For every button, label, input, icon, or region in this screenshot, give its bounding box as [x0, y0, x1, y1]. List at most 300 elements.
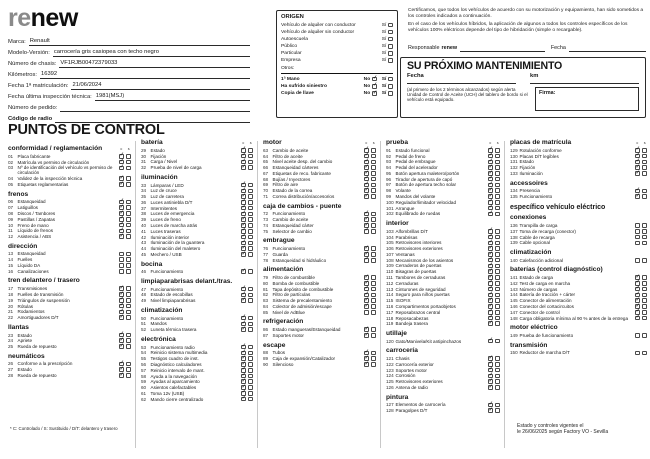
- vehicle-fields: [8, 35, 250, 123]
- checkbox-sustituido-15[interactable]: [126, 263, 131, 268]
- item-label: Rueda de repuesto: [17, 344, 57, 350]
- origen-si-checkbox[interactable]: [388, 51, 393, 56]
- checkbox-controlado-52[interactable]: [241, 327, 246, 332]
- checkbox-controlado-139[interactable]: [635, 241, 640, 246]
- check-item-39: [141, 217, 253, 222]
- checkbox-sustituido-117[interactable]: [495, 310, 500, 315]
- checkbox-controlado-13[interactable]: [119, 252, 124, 257]
- checkbox-sustituido-20[interactable]: [126, 304, 131, 309]
- si-label: Sí: [381, 44, 387, 50]
- checkbox-controlado-78[interactable]: [364, 258, 369, 263]
- checkbox-controlado-137[interactable]: [635, 229, 640, 234]
- otros-input-line[interactable]: [294, 66, 393, 71]
- origen-si-checkbox[interactable]: [388, 84, 393, 89]
- checkbox-sustituido-59[interactable]: [248, 379, 253, 384]
- item-label: Conector del cortacircuitos: [519, 304, 574, 310]
- checkbox-sustituido-47[interactable]: [248, 287, 253, 292]
- field-value-line[interactable]: [60, 111, 250, 112]
- check-item-102: [386, 211, 500, 216]
- checkbox-sustituido-28[interactable]: [126, 373, 131, 378]
- check-item-10: [8, 223, 131, 228]
- checkbox-sustituido-113[interactable]: [495, 287, 500, 292]
- controlado-column-letter: c: [120, 147, 123, 151]
- checkbox-controlado-45[interactable]: [241, 252, 246, 257]
- checkbox-sustituido-90[interactable]: [371, 362, 376, 367]
- checkbox-sustituido-67[interactable]: [371, 171, 376, 176]
- origen-no-checkbox[interactable]: [372, 77, 377, 82]
- checklist-section: [141, 307, 253, 332]
- item-number: 98: [386, 188, 392, 194]
- checkbox-sustituido-09[interactable]: [126, 217, 131, 222]
- checkbox-sustituido-50[interactable]: [248, 316, 253, 321]
- checkbox-sustituido-124[interactable]: [495, 374, 500, 379]
- checkbox-sustituido-115[interactable]: [495, 298, 500, 303]
- check-item-134: [510, 188, 647, 193]
- item-number: 130: [510, 153, 518, 159]
- checkbox-controlado-03[interactable]: [119, 166, 124, 171]
- checkbox-sustituido-73[interactable]: [371, 217, 376, 222]
- checkbox-sustituido-22[interactable]: [126, 315, 131, 320]
- checkbox-sustituido-24[interactable]: [126, 338, 131, 343]
- checkbox-sustituido-35[interactable]: [248, 194, 253, 199]
- checkbox-sustituido-114[interactable]: [495, 293, 500, 298]
- checkbox-controlado-32[interactable]: [241, 165, 246, 170]
- checkbox-sustituido-108[interactable]: [495, 258, 500, 263]
- checkbox-sustituido-21[interactable]: [126, 310, 131, 315]
- checkbox-sustituido-16[interactable]: [126, 269, 131, 274]
- check-item-14: [8, 257, 131, 262]
- section-header: [141, 174, 253, 181]
- checkbox-sustituido-136[interactable]: [642, 223, 647, 228]
- item-number: 76: [263, 246, 269, 252]
- item-label: Parabrisas: [395, 234, 418, 240]
- checkbox-sustituido-122[interactable]: [495, 362, 500, 367]
- checkbox-sustituido-70[interactable]: [371, 188, 376, 193]
- checkbox-sustituido-120[interactable]: [495, 339, 500, 344]
- item-label: Antena de radio: [395, 384, 428, 390]
- checkbox-controlado-128[interactable]: [488, 408, 493, 413]
- checkbox-sustituido-109[interactable]: [495, 264, 500, 269]
- si-label: Sí: [381, 22, 387, 28]
- checkbox-sustituido-76[interactable]: [371, 246, 376, 251]
- checkbox-sustituido-19[interactable]: [126, 298, 131, 303]
- checkbox-sustituido-58[interactable]: [248, 374, 253, 379]
- checkbox-sustituido-130[interactable]: [642, 154, 647, 159]
- checkbox-sustituido-37[interactable]: [248, 206, 253, 211]
- checkbox-sustituido-63[interactable]: [371, 148, 376, 153]
- checkbox-sustituido-25[interactable]: [126, 344, 131, 349]
- column-divider-4: [504, 141, 505, 448]
- checkbox-controlado-126[interactable]: [488, 385, 493, 390]
- checkbox-sustituido-44[interactable]: [248, 246, 253, 251]
- checkbox-sustituido-13[interactable]: [126, 252, 131, 257]
- checkbox-sustituido-46[interactable]: [248, 269, 253, 274]
- checkbox-controlado-05[interactable]: [119, 182, 124, 187]
- checkbox-sustituido-72[interactable]: [371, 212, 376, 217]
- checkbox-sustituido-65[interactable]: [371, 160, 376, 165]
- item-number: 110: [386, 269, 394, 275]
- checkbox-sustituido-146[interactable]: [642, 304, 647, 309]
- checkbox-controlado-150[interactable]: [635, 351, 640, 356]
- checkbox-sustituido-03[interactable]: [126, 166, 131, 171]
- checkbox-controlado-71[interactable]: [364, 194, 369, 199]
- checkbox-sustituido-08[interactable]: [126, 211, 131, 216]
- item-checkboxes: [119, 373, 131, 378]
- checkbox-sustituido-150[interactable]: [642, 351, 647, 356]
- checkbox-sustituido-86[interactable]: [371, 327, 376, 332]
- checkbox-sustituido-48[interactable]: [248, 293, 253, 298]
- checkbox-controlado-140[interactable]: [635, 258, 640, 263]
- checkbox-sustituido-79[interactable]: [371, 275, 376, 280]
- checkbox-sustituido-101[interactable]: [495, 206, 500, 211]
- checkbox-sustituido-31[interactable]: [248, 160, 253, 165]
- check-item-72: [263, 211, 376, 216]
- responsable-input-line[interactable]: [460, 51, 545, 52]
- checkbox-sustituido-82[interactable]: [371, 293, 376, 298]
- checkbox-sustituido-141[interactable]: [642, 275, 647, 280]
- item-number: 12: [8, 234, 14, 240]
- checkbox-sustituido-66[interactable]: [371, 165, 376, 170]
- checkbox-controlado-135[interactable]: [635, 194, 640, 199]
- checkbox-sustituido-84[interactable]: [371, 304, 376, 309]
- check-item-98: [386, 188, 500, 193]
- section-header: [8, 191, 131, 198]
- checkbox-sustituido-81[interactable]: [371, 287, 376, 292]
- checkbox-sustituido-14[interactable]: [126, 257, 131, 262]
- checkbox-sustituido-133[interactable]: [642, 171, 647, 176]
- checkbox-sustituido-95[interactable]: [495, 171, 500, 176]
- field-value-line[interactable]: carrocería gris casiopea con techo negro: [53, 49, 250, 57]
- checkbox-sustituido-110[interactable]: [495, 269, 500, 274]
- checkbox-controlado-12[interactable]: [119, 234, 124, 239]
- checkbox-sustituido-06[interactable]: [126, 200, 131, 205]
- checkbox-sustituido-53[interactable]: [248, 345, 253, 350]
- origen-no-checkbox[interactable]: [372, 84, 377, 89]
- checkbox-sustituido-118[interactable]: [495, 316, 500, 321]
- checkbox-sustituido-143[interactable]: [642, 287, 647, 292]
- checkbox-sustituido-68[interactable]: [371, 177, 376, 182]
- origen-si-checkbox[interactable]: [388, 23, 393, 28]
- check-item-138: [510, 235, 647, 240]
- checkbox-sustituido-04[interactable]: [126, 176, 131, 181]
- check-item-77: [263, 252, 376, 257]
- checkbox-sustituido-96[interactable]: [495, 177, 500, 182]
- check-item-68: [263, 177, 376, 182]
- checkbox-sustituido-83[interactable]: [371, 298, 376, 303]
- item-number: 19: [8, 297, 14, 303]
- checkbox-sustituido-98[interactable]: [495, 188, 500, 193]
- checkbox-controlado-14[interactable]: [119, 257, 124, 262]
- checkbox-sustituido-131[interactable]: [642, 160, 647, 165]
- checkbox-sustituido-147[interactable]: [642, 310, 647, 315]
- check-item-113: [386, 287, 500, 292]
- checkbox-sustituido-102[interactable]: [495, 212, 500, 217]
- checkbox-sustituido-139[interactable]: [642, 241, 647, 246]
- section-header: [263, 237, 376, 244]
- checkbox-sustituido-104[interactable]: [495, 235, 500, 240]
- checkbox-controlado-62[interactable]: [241, 397, 246, 402]
- checkbox-controlado-102[interactable]: [488, 212, 493, 217]
- checkbox-sustituido-51[interactable]: [248, 322, 253, 327]
- checkbox-sustituido-18[interactable]: [126, 292, 131, 297]
- checkbox-controlado-28[interactable]: [119, 373, 124, 378]
- checkbox-sustituido-64[interactable]: [371, 154, 376, 159]
- checkbox-sustituido-77[interactable]: [371, 252, 376, 257]
- item-number: 22: [8, 315, 14, 321]
- checkbox-sustituido-29[interactable]: [248, 148, 253, 153]
- checkbox-sustituido-142[interactable]: [642, 281, 647, 286]
- checkbox-sustituido-132[interactable]: [642, 165, 647, 170]
- check-item-40: [141, 223, 253, 228]
- checkbox-controlado-46[interactable]: [241, 269, 246, 274]
- checkbox-sustituido-23[interactable]: [126, 333, 131, 338]
- checkbox-controlado-149[interactable]: [635, 333, 640, 338]
- checkbox-sustituido-123[interactable]: [495, 368, 500, 373]
- checkbox-sustituido-36[interactable]: [248, 200, 253, 205]
- checkbox-sustituido-116[interactable]: [495, 304, 500, 309]
- item-label: Ayuda a la navegación: [150, 373, 197, 379]
- checkbox-sustituido-38[interactable]: [248, 212, 253, 217]
- check-item-73: [263, 217, 376, 222]
- fecha-input-line[interactable]: [569, 51, 646, 52]
- checkbox-sustituido-02[interactable]: [126, 160, 131, 165]
- field-value-line[interactable]: VF1RJB00472379033: [59, 60, 250, 68]
- checklist-section: [510, 342, 647, 356]
- checkbox-sustituido-138[interactable]: [642, 235, 647, 240]
- checkbox-sustituido-01[interactable]: [126, 154, 131, 159]
- checkbox-sustituido-112[interactable]: [495, 281, 500, 286]
- item-label: Estado: [519, 159, 534, 165]
- checkbox-sustituido-80[interactable]: [371, 281, 376, 286]
- checkbox-sustituido-145[interactable]: [642, 298, 647, 303]
- checkbox-sustituido-32[interactable]: [248, 165, 253, 170]
- field-value-line[interactable]: 1981(MSJ): [95, 93, 250, 101]
- checkbox-sustituido-17[interactable]: [126, 286, 131, 291]
- vehicle-field-row: [8, 68, 250, 79]
- field-value-line[interactable]: Renault: [29, 38, 250, 46]
- field-label: Modelo-Versión:: [8, 50, 50, 56]
- signature-box[interactable]: [535, 87, 639, 111]
- maintenance-note: (al primero de los 2 términos alcanzados) según alerta Unidad de Control de Aceite (UCH) del tablero de bordo si el vehículo está equipado.: [407, 87, 528, 103]
- section-title: específico vehículo eléctrico: [510, 203, 606, 211]
- checkbox-sustituido-126[interactable]: [495, 385, 500, 390]
- item-number: 102: [386, 211, 394, 217]
- field-value-line[interactable]: 16392: [40, 71, 250, 79]
- checkbox-controlado-25[interactable]: [119, 344, 124, 349]
- origen-si-checkbox[interactable]: [388, 44, 393, 49]
- checkbox-controlado-85[interactable]: [364, 310, 369, 315]
- checkbox-sustituido-94[interactable]: [495, 165, 500, 170]
- origen-si-checkbox[interactable]: [388, 30, 393, 35]
- checkbox-sustituido-127[interactable]: [495, 403, 500, 408]
- item-label: Iluminación de la guantera: [150, 240, 205, 246]
- checkbox-sustituido-78[interactable]: [371, 258, 376, 263]
- checkbox-sustituido-71[interactable]: [371, 194, 376, 199]
- item-number: 81: [263, 286, 269, 292]
- item-label: Conector de control: [519, 309, 560, 315]
- section-title: caja de cambios - puente: [263, 202, 342, 210]
- checkbox-sustituido-39[interactable]: [248, 217, 253, 222]
- checkbox-sustituido-144[interactable]: [642, 293, 647, 298]
- checkbox-sustituido-99[interactable]: [495, 194, 500, 199]
- checkbox-controlado-138[interactable]: [635, 235, 640, 240]
- origen-si-checkbox[interactable]: [388, 58, 393, 63]
- checkbox-sustituido-128[interactable]: [495, 408, 500, 413]
- checkbox-sustituido-121[interactable]: [495, 356, 500, 361]
- checkbox-sustituido-134[interactable]: [642, 189, 647, 194]
- checkbox-sustituido-88[interactable]: [371, 351, 376, 356]
- checkbox-sustituido-103[interactable]: [495, 229, 500, 234]
- checkbox-controlado-119[interactable]: [488, 321, 493, 326]
- checkbox-sustituido-54[interactable]: [248, 351, 253, 356]
- checkbox-sustituido-149[interactable]: [642, 333, 647, 338]
- checkbox-sustituido-129[interactable]: [642, 148, 647, 153]
- item-label: Mandos: [150, 321, 167, 327]
- origen-si-checkbox[interactable]: [388, 37, 393, 42]
- checkbox-sustituido-97[interactable]: [495, 183, 500, 188]
- responsable-label: Responsable: [408, 45, 440, 51]
- checkbox-controlado-49[interactable]: [241, 298, 246, 303]
- checkbox-sustituido-49[interactable]: [248, 298, 253, 303]
- item-label: Fuelles de transmisión: [17, 292, 64, 297]
- checkbox-sustituido-40[interactable]: [248, 223, 253, 228]
- checkbox-sustituido-87[interactable]: [371, 333, 376, 338]
- checkbox-sustituido-56[interactable]: [248, 362, 253, 367]
- checkbox-sustituido-07[interactable]: [126, 205, 131, 210]
- origen-history-label: Ha sufrido siniestro: [281, 84, 327, 90]
- checkbox-controlado-133[interactable]: [635, 171, 640, 176]
- item-label: Cambio de aceite: [272, 147, 309, 153]
- item-label: Reductor de marcha D/T: [519, 350, 570, 356]
- checkbox-sustituido-45[interactable]: [248, 252, 253, 257]
- checkbox-sustituido-05[interactable]: [126, 182, 131, 187]
- checkbox-sustituido-100[interactable]: [495, 200, 500, 205]
- checkbox-sustituido-135[interactable]: [642, 194, 647, 199]
- item-label: Guarda: [272, 251, 288, 257]
- checkbox-sustituido-62[interactable]: [248, 397, 253, 402]
- check-item-121: [386, 356, 500, 361]
- checkbox-sustituido-69[interactable]: [371, 183, 376, 188]
- item-label: Rueda de repuesto: [17, 373, 57, 379]
- check-item-58: [141, 374, 253, 379]
- origen-no-checkbox[interactable]: [372, 91, 377, 96]
- item-label: Testigos cuadro de inst.: [150, 356, 199, 362]
- origen-si-checkbox[interactable]: [388, 77, 393, 82]
- check-item-148: [510, 316, 647, 321]
- checkbox-controlado-84[interactable]: [364, 304, 369, 309]
- maintenance-km-field[interactable]: km: [530, 73, 639, 84]
- checkbox-sustituido-148[interactable]: [642, 316, 647, 321]
- check-item-06: [8, 199, 131, 204]
- field-value-line[interactable]: 21/06/2024: [71, 82, 250, 90]
- checkbox-sustituido-34[interactable]: [248, 189, 253, 194]
- check-item-28: [8, 373, 131, 378]
- checkbox-controlado-22[interactable]: [119, 315, 124, 320]
- checkbox-sustituido-89[interactable]: [371, 356, 376, 361]
- si-label: Sí: [381, 36, 387, 42]
- checkbox-controlado-136[interactable]: [635, 223, 640, 228]
- item-checkboxes: [364, 258, 376, 263]
- item-number: 117: [386, 309, 394, 315]
- checkbox-sustituido-107[interactable]: [495, 252, 500, 257]
- checkbox-controlado-75[interactable]: [364, 229, 369, 234]
- checkbox-controlado-90[interactable]: [364, 362, 369, 367]
- checkbox-sustituido-125[interactable]: [495, 379, 500, 384]
- checkbox-sustituido-85[interactable]: [371, 310, 376, 315]
- checkbox-sustituido-41[interactable]: [248, 229, 253, 234]
- checkbox-sustituido-42[interactable]: [248, 235, 253, 240]
- item-label: Filtro de aire: [272, 182, 299, 188]
- item-label: Canalizaciones: [17, 268, 49, 274]
- checkbox-sustituido-106[interactable]: [495, 246, 500, 251]
- checkbox-sustituido-91[interactable]: [495, 148, 500, 153]
- checkbox-sustituido-10[interactable]: [126, 223, 131, 228]
- check-item-122: [386, 362, 500, 367]
- check-item-04: [8, 176, 131, 181]
- checkbox-controlado-87[interactable]: [364, 333, 369, 338]
- item-number: 95: [386, 170, 392, 176]
- section-title: neumáticos: [8, 352, 45, 360]
- check-item-11: [8, 228, 131, 233]
- checkbox-sustituido-137[interactable]: [642, 229, 647, 234]
- item-label: Alfombrillas D/T: [395, 228, 428, 234]
- checkbox-controlado-16[interactable]: [119, 269, 124, 274]
- item-number: 69: [263, 182, 269, 188]
- checkbox-sustituido-92[interactable]: [495, 154, 500, 159]
- origen-si-checkbox[interactable]: [388, 91, 393, 96]
- checkbox-sustituido-61[interactable]: [248, 391, 253, 396]
- item-checkboxes: [119, 165, 131, 170]
- checkbox-controlado-120[interactable]: [488, 339, 493, 344]
- check-item-02: [8, 160, 131, 165]
- checklist-column-4: [386, 139, 500, 414]
- checkbox-sustituido-93[interactable]: [495, 160, 500, 165]
- item-label: ISOFIX: [395, 298, 411, 304]
- checkbox-sustituido-52[interactable]: [248, 327, 253, 332]
- item-label: Mando cierre centralizado: [150, 396, 204, 402]
- checkbox-sustituido-33[interactable]: [248, 183, 253, 188]
- checkbox-sustituido-111[interactable]: [495, 275, 500, 280]
- checkbox-sustituido-27[interactable]: [126, 367, 131, 372]
- check-item-05: [8, 182, 131, 187]
- cs-column-headers: [241, 141, 253, 146]
- checkbox-sustituido-74[interactable]: [371, 223, 376, 228]
- checkbox-sustituido-30[interactable]: [248, 154, 253, 159]
- checkbox-sustituido-140[interactable]: [642, 258, 647, 263]
- checkbox-sustituido-12[interactable]: [126, 234, 131, 239]
- checkbox-sustituido-60[interactable]: [248, 385, 253, 390]
- section-title: motor eléctrico: [510, 324, 558, 332]
- section-header: [263, 342, 376, 349]
- checkbox-controlado-15[interactable]: [119, 263, 124, 268]
- item-label: Discos / Tambores: [17, 210, 56, 216]
- checkbox-sustituido-105[interactable]: [495, 241, 500, 246]
- checkbox-sustituido-11[interactable]: [126, 229, 131, 234]
- section-header: [8, 243, 131, 250]
- check-item-128: [386, 408, 500, 413]
- checkbox-sustituido-43[interactable]: [248, 241, 253, 246]
- maintenance-fecha-field[interactable]: Fecha: [407, 73, 516, 84]
- no-label: No: [363, 91, 371, 97]
- checkbox-sustituido-57[interactable]: [248, 368, 253, 373]
- checkbox-controlado-148[interactable]: [635, 316, 640, 321]
- checkbox-sustituido-26[interactable]: [126, 362, 131, 367]
- checkbox-sustituido-55[interactable]: [248, 356, 253, 361]
- checkbox-sustituido-119[interactable]: [495, 321, 500, 326]
- checkbox-sustituido-75[interactable]: [371, 229, 376, 234]
- origen-title: ORIGEN: [281, 14, 304, 20]
- check-item-42: [141, 235, 253, 240]
